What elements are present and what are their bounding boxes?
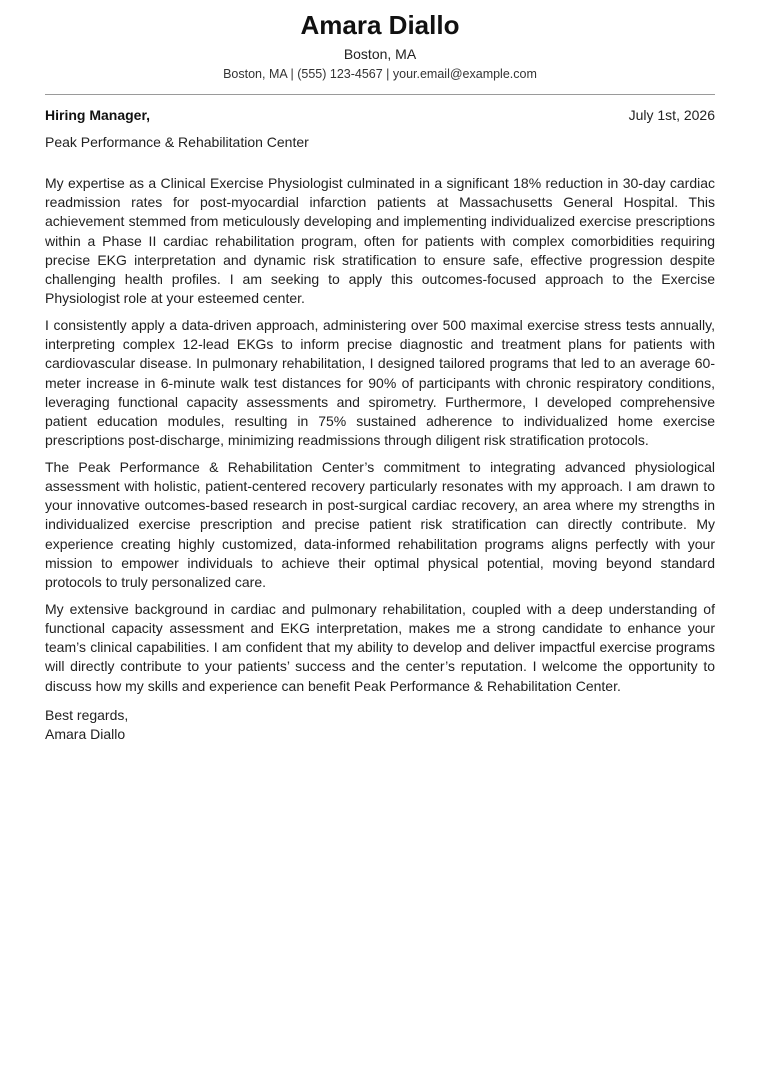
recipient-salutation: Hiring Manager, bbox=[45, 107, 151, 123]
letter-body bbox=[45, 174, 715, 696]
letter-date: July 1st, 2026 bbox=[628, 107, 715, 123]
body-paragraph-2: I consistently apply a data-driven approach, administering over 500 maximal exercise stress tests annually, interpreting complex 12-lead EKGs to inform precise diagnostic and treatment plans for patients with cardiovascular disease. In pulmonary rehabilitation, I designed tailored programs that led to an average 60-meter increase in 6-minute walk test distances for 90% of participants with chronic respiratory conditions, leveraging functional capacity assessments and spirometry. Furthermore, I developed comprehensive patient education modules, resulting in 75% sustained adherence to individualized home exercise prescriptions post-discharge, minimizing readmissions through diligent risk stratification protocols. bbox=[45, 316, 715, 449]
applicant-name: Amara Diallo bbox=[300, 10, 460, 40]
letter-header bbox=[45, 8, 715, 82]
body-paragraph-3: The Peak Performance & Rehabilitation Center’s commitment to integrating advanced physiological assessment with holistic, patient-centered recovery particularly resonates with my approach. I am drawn to your innovative outcomes-based research in post-surgical cardiac recovery, an area where my strengths in individualized exercise prescription and precise patient risk stratification can directly contribute. My experience creating highly customized, data-informed rehabilitation programs aligns perfectly with your mission to empower individuals to achieve their optimal physical potential, moving beyond standard protocols to truly personalized care. bbox=[45, 458, 715, 591]
header-divider bbox=[45, 94, 715, 95]
applicant-contact-line: Boston, MA | (555) 123-4567 | your.email@example.com bbox=[223, 67, 537, 81]
body-paragraph-1: My expertise as a Clinical Exercise Physiologist culminated in a significant 18% reduction in 30-day cardiac readmission rates for post-myocardial infarction patients at Massachusetts General Hospital. This achievement stemmed from meticulously developing and implementing individualized exercise prescriptions within a Phase II cardiac rehabilitation program, often for patients with complex comorbidities requiring precise EKG interpretation and dynamic risk stratification to ensure safe, effective progression despite challenging health profiles. I am seeking to apply this outcomes-focused approach to the Exercise Physiologist role at your esteemed center. bbox=[45, 175, 715, 307]
letter-closing bbox=[45, 706, 715, 744]
cover-letter-page bbox=[45, 0, 715, 1075]
closing-signoff: Best regards, bbox=[45, 706, 129, 723]
applicant-location: Boston, MA bbox=[343, 46, 417, 62]
body-paragraph-4: My extensive background in cardiac and pulmonary rehabilitation, coupled with a deep understanding of functional capacity assessment and EKG interpretation, makes me a strong candidate to enhance your team’s clinical capabilities. I am confident that my ability to develop and deliver impactful exercise programs will directly contribute to your patients’ success and the center’s reputation. I welcome the opportunity to discuss how my skills and experience can benefit Peak Performance & Rehabilitation Center. bbox=[45, 600, 715, 694]
recipient-row bbox=[45, 105, 715, 125]
closing-signature: Amara Diallo bbox=[45, 725, 126, 742]
recipient-company: Peak Performance & Rehabilitation Center bbox=[45, 134, 309, 150]
